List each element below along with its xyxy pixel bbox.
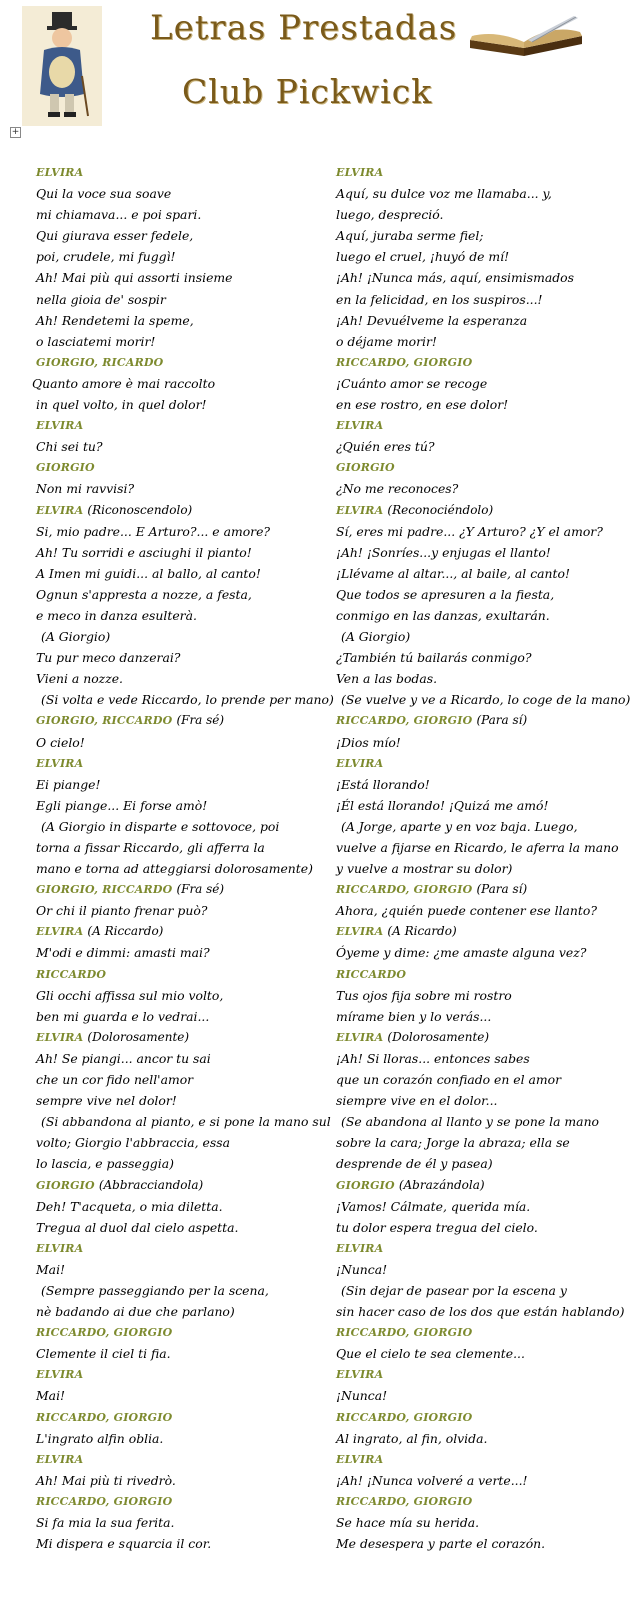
verse-line: siempre vive en el dolor... <box>336 1093 498 1109</box>
verse-line: mírame bien y lo verás... <box>336 1008 492 1024</box>
speaker-label <box>336 1322 636 1343</box>
verse-line: Ahora, ¿quién puede contener ese llanto? <box>336 903 597 919</box>
verse-line: y vuelve a mostrar su dolor) <box>336 861 513 877</box>
speaker-name: RICCARDO, GIORGIO <box>336 355 473 369</box>
verse-line: Ah! Mai più ti rivedrò. <box>36 1472 176 1488</box>
open-book-quill-icon <box>466 10 586 60</box>
verse-line: Tus ojos fija sobre mi rostro <box>336 987 512 1003</box>
speaker-name: ELVIRA <box>36 166 84 179</box>
verse-line: Que el cielo te sea clemente... <box>336 1346 525 1362</box>
speaker-name: GIORGIO <box>336 461 395 475</box>
verse-line: poi, crudele, mi fuggì! <box>36 249 176 265</box>
verse-line: nella gioia de' sospir <box>36 291 166 307</box>
site-header <box>0 0 643 137</box>
verse-line: M'odi e dimmi: amasti mai? <box>36 945 210 961</box>
verse-line: Tu pur meco danzerai? <box>36 650 181 666</box>
verse-line: Me desespera y parte el corazón. <box>336 1536 546 1552</box>
spanish-translation-column <box>336 162 636 1554</box>
stage-direction: (Abrazándola) <box>398 1177 485 1192</box>
verse-line: mano e torna ad atteggiarsi dolorosamente) <box>36 861 313 877</box>
speaker-label <box>336 1238 636 1259</box>
verse-line: ¡Nunca! <box>336 1388 388 1404</box>
stage-direction: (Dolorosamente) <box>387 1029 490 1044</box>
verse-line: desprende de él y pasea) <box>336 1156 493 1172</box>
speaker-label <box>36 964 328 985</box>
speaker-name: ELVIRA <box>36 1368 84 1382</box>
verse-line: Ah! Tu sorridi e asciughi il pianto! <box>36 544 252 560</box>
verse-line: en ese rostro, en ese dolor! <box>336 397 509 413</box>
verse-line: ¡Cuánto amor se recoge <box>336 375 488 391</box>
stage-direction-line: (Sin dejar de pasear por la escena y <box>341 1282 567 1298</box>
italian-libretto-column <box>32 162 334 1554</box>
verse-line: que un corazón confiado en el amor <box>336 1072 562 1088</box>
speaker-label <box>36 921 328 942</box>
verse-line: luego el cruel, ¡huyó de mí! <box>336 249 510 265</box>
stage-direction-line: (Se vuelve y ve a Ricardo, lo coge de la mano) <box>341 692 631 708</box>
verse-line: Ah! Se piangi... ancor tu sai <box>36 1050 211 1066</box>
stage-direction: (A Riccardo) <box>87 924 164 939</box>
verse-line: Aquí, su dulce voz me llamaba... y, <box>336 186 552 202</box>
verse-line: Ah! Mai più qui assorti insieme <box>36 270 233 286</box>
verse-line: lo lascia, e passeggia) <box>36 1156 174 1172</box>
verse-line: Egli piange... Ei forse amò! <box>36 797 208 813</box>
stage-direction: (Dolorosamente) <box>87 1029 190 1044</box>
verse-line: Vieni a nozze. <box>36 671 124 687</box>
verse-line: ¡Él está llorando! ¡Quizá me amó! <box>336 797 549 813</box>
verse-line: ben mi guarda e lo vedrai... <box>36 1008 210 1024</box>
stage-direction: (Reconociéndolo) <box>387 502 494 517</box>
verse-line: ¡Nunca! <box>336 1261 388 1277</box>
speaker-name: GIORGIO <box>36 461 95 475</box>
stage-direction: (Riconoscendolo) <box>87 502 193 517</box>
speaker-name: ELVIRA <box>336 503 384 517</box>
site-title: Letras Prestadas <box>150 8 458 48</box>
speaker-label <box>336 1491 636 1512</box>
verse-line: ¡Ah! ¡Nunca volveré a verte...! <box>336 1472 528 1488</box>
verse-line: vuelve a fijarse en Ricardo, le aferra la mano <box>336 840 619 855</box>
stage-direction-line: (Si abbandona al pianto, e si pone la mano sul <box>41 1114 331 1130</box>
verse-line: torna a fissar Riccardo, gli afferra la <box>36 840 265 855</box>
speaker-label <box>36 753 328 774</box>
stage-direction-line: (A Giorgio) <box>341 629 411 645</box>
speaker-label <box>36 710 328 731</box>
stage-direction-line: (Se abandona al llanto y se pone la mano <box>341 1114 600 1130</box>
verse-line: o lasciatemi morir! <box>36 333 156 349</box>
speaker-label <box>36 1407 328 1428</box>
speaker-name: RICCARDO, GIORGIO <box>336 714 473 728</box>
verse-line: ¿Quién eres tú? <box>336 439 435 455</box>
verse-line: Aquí, juraba serme fiel; <box>336 228 484 244</box>
verse-line: Ei piange! <box>36 776 101 792</box>
verse-line: Que todos se apresuren a la fiesta, <box>336 586 555 602</box>
verse-line: Qui giurava esser fedele, <box>36 228 194 244</box>
stage-direction: (Para sí) <box>476 713 528 728</box>
verse-line: Gli occhi affissa sul mio volto, <box>36 987 224 1003</box>
speaker-name: ELVIRA <box>36 925 84 939</box>
speaker-label <box>36 879 328 900</box>
verse-line: Ognun s'appresta a nozze, a festa, <box>36 586 252 602</box>
speaker-label <box>36 415 328 436</box>
verse-line: e meco in danza esulterà. <box>36 607 197 623</box>
speaker-name: RICCARDO <box>36 967 107 981</box>
speaker-label <box>336 500 636 521</box>
speaker-name: RICCARDO, GIORGIO <box>36 1494 173 1508</box>
verse-line: Óyeme y dime: ¿me amaste alguna vez? <box>336 945 587 961</box>
speaker-name: GIORGIO, RICARDO <box>36 355 164 369</box>
verse-line: in quel volto, in quel dolor! <box>36 397 207 413</box>
speaker-name: ELVIRA <box>36 756 84 770</box>
verse-line: Qui la voce sua soave <box>36 186 172 202</box>
speaker-label <box>36 500 328 521</box>
speaker-label <box>336 964 636 985</box>
speaker-name: RICCARDO, GIORGIO <box>336 1410 473 1424</box>
verse-line: o déjame morir! <box>336 333 437 349</box>
speaker-label <box>36 457 328 478</box>
verse-line: Tregua al duol dal cielo aspetta. <box>36 1219 239 1235</box>
speaker-name: ELVIRA <box>336 1030 384 1044</box>
verse-line: luego, despreció. <box>336 207 444 223</box>
speaker-name: ELVIRA <box>336 756 384 770</box>
stage-direction: (A Ricardo) <box>387 924 457 939</box>
verse-line: Deh! T'acqueta, o mia diletta. <box>36 1198 223 1214</box>
verse-line: sin hacer caso de los dos que están hablando) <box>336 1304 625 1320</box>
stage-direction: (Fra sé) <box>176 882 225 897</box>
speaker-name: ELVIRA <box>336 166 384 179</box>
speaker-name: ELVIRA <box>36 1030 84 1044</box>
stage-direction: (Fra sé) <box>176 713 225 728</box>
verse-line: Chi sei tu? <box>36 439 103 455</box>
speaker-label <box>36 1322 328 1343</box>
verse-line: L'ingrato alfin oblia. <box>36 1430 164 1446</box>
speaker-label <box>336 921 636 942</box>
speaker-name: RICCARDO, GIORGIO <box>336 1494 473 1508</box>
speaker-label <box>36 1449 328 1470</box>
verse-line: ¡Llévame al altar..., al baile, al canto! <box>336 565 570 581</box>
speaker-label <box>336 1175 636 1196</box>
verse-line: ¡Ah! Si lloras... entonces sabes <box>336 1050 530 1066</box>
verse-line: tu dolor espera tregua del cielo. <box>336 1219 538 1235</box>
stage-direction-line: (A Jorge, aparte y en voz baja. Luego, <box>341 818 578 834</box>
speaker-name: RICCARDO <box>336 967 407 981</box>
verse-line: ¿No me reconoces? <box>336 481 459 497</box>
speaker-name: ELVIRA <box>336 925 384 939</box>
speaker-name: ELVIRA <box>336 419 384 433</box>
speaker-label <box>336 1407 636 1428</box>
speaker-label <box>36 1364 328 1385</box>
verse-line: che un cor fido nell'amor <box>36 1072 194 1088</box>
stage-direction: (Para sí) <box>476 882 528 897</box>
verse-line: Or chi il pianto frenar può? <box>36 903 208 919</box>
speaker-label <box>36 1027 328 1048</box>
site-subtitle: Club Pickwick <box>182 72 433 111</box>
speaker-name: GIORGIO, RICCARDO <box>36 883 173 897</box>
verse-line: Non mi ravvisi? <box>36 481 135 497</box>
speaker-label <box>336 352 636 373</box>
speaker-name: GIORGIO <box>336 1178 395 1192</box>
speaker-name: ELVIRA <box>336 1368 384 1382</box>
expand-table-handle[interactable]: + <box>11 127 20 137</box>
verse-line: ¡Vamos! Cálmate, querida mía. <box>336 1198 531 1214</box>
stage-direction-line: (Si volta e vede Riccardo, lo prende per mano) <box>41 692 334 708</box>
verse-line: Si fa mia la sua ferita. <box>36 1515 175 1530</box>
verse-line: ¿También tú bailarás conmigo? <box>336 650 532 666</box>
verse-line: Clemente il ciel ti fia. <box>36 1346 171 1362</box>
speaker-name: RICCARDO, GIORGIO <box>36 1326 173 1340</box>
stage-direction-line: (A Giorgio) <box>41 629 111 645</box>
stage-direction-line: (Sempre passeggiando per la scena, <box>41 1282 269 1298</box>
speaker-label <box>336 1449 636 1470</box>
speaker-label <box>36 1491 328 1512</box>
verse-line: Mi dispera e squarcia il cor. <box>36 1536 212 1552</box>
speaker-name: ELVIRA <box>36 1452 84 1466</box>
speaker-name: ELVIRA <box>36 503 84 517</box>
verse-line: Se hace mía su herida. <box>336 1515 480 1530</box>
pickwick-illustration <box>22 6 102 126</box>
verse-line: en la felicidad, en los suspiros...! <box>336 291 543 307</box>
verse-line: Si, mio padre... E Arturo?... e amore? <box>36 523 271 539</box>
speaker-label <box>36 162 328 183</box>
verse-line: Mai! <box>36 1261 66 1277</box>
verse-line: conmigo en las danzas, exultarán. <box>336 607 550 623</box>
verse-line: sobre la cara; Jorge la abraza; ella se <box>336 1135 570 1151</box>
verse-line: ¡Ah! Devuélveme la esperanza <box>336 312 528 328</box>
speaker-label <box>336 879 636 900</box>
speaker-name: RICCARDO, GIORGIO <box>36 1410 173 1424</box>
stage-direction-line: (A Giorgio in disparte e sottovoce, poi <box>41 818 280 834</box>
stage-direction: (Abbracciandola) <box>98 1177 204 1192</box>
speaker-name: RICCARDO, GIORGIO <box>336 883 473 897</box>
verse-line: A Imen mi guidi... al ballo, al canto! <box>36 565 261 581</box>
verse-line: Al ingrato, al fin, olvida. <box>336 1430 488 1446</box>
speaker-name: ELVIRA <box>336 1241 384 1255</box>
verse-line: ¡Ah! ¡Nunca más, aquí, ensimismados <box>336 270 574 286</box>
verse-line: Sí, eres mi padre... ¿Y Arturo? ¿Y el amor? <box>336 523 603 539</box>
verse-line: sempre vive nel dolor! <box>36 1093 177 1109</box>
verse-line: ¡Dios mío! <box>336 734 401 750</box>
speaker-name: ELVIRA <box>36 419 84 433</box>
speaker-label <box>336 162 636 183</box>
verse-line: O cielo! <box>36 734 85 750</box>
speaker-label <box>36 1238 328 1259</box>
speaker-name: RICCARDO, GIORGIO <box>336 1326 473 1340</box>
speaker-label <box>336 753 636 774</box>
verse-line: Quanto amore è mai raccolto <box>32 375 216 391</box>
speaker-name: GIORGIO <box>36 1178 95 1192</box>
verse-line: Ah! Rendetemi la speme, <box>36 312 194 328</box>
verse-line: volto; Giorgio l'abbraccia, essa <box>36 1135 230 1151</box>
verse-line: nè badando ai due che parlano) <box>36 1304 235 1320</box>
speaker-label <box>336 415 636 436</box>
verse-line: mi chiamava... e poi spari. <box>36 207 202 223</box>
speaker-name: ELVIRA <box>36 1241 84 1255</box>
speaker-label <box>336 710 636 731</box>
speaker-name: GIORGIO, RICCARDO <box>36 714 173 728</box>
speaker-label <box>36 352 328 373</box>
speaker-label <box>336 1364 636 1385</box>
verse-line: ¡Está llorando! <box>336 776 430 792</box>
verse-line: Mai! <box>36 1388 66 1404</box>
verse-line: Ven a las bodas. <box>336 671 438 687</box>
speaker-label <box>36 1175 328 1196</box>
speaker-name: ELVIRA <box>336 1452 384 1466</box>
verse-line: ¡Ah! ¡Sonríes...y enjugas el llanto! <box>336 544 551 560</box>
speaker-label <box>336 1027 636 1048</box>
speaker-label <box>336 457 636 478</box>
